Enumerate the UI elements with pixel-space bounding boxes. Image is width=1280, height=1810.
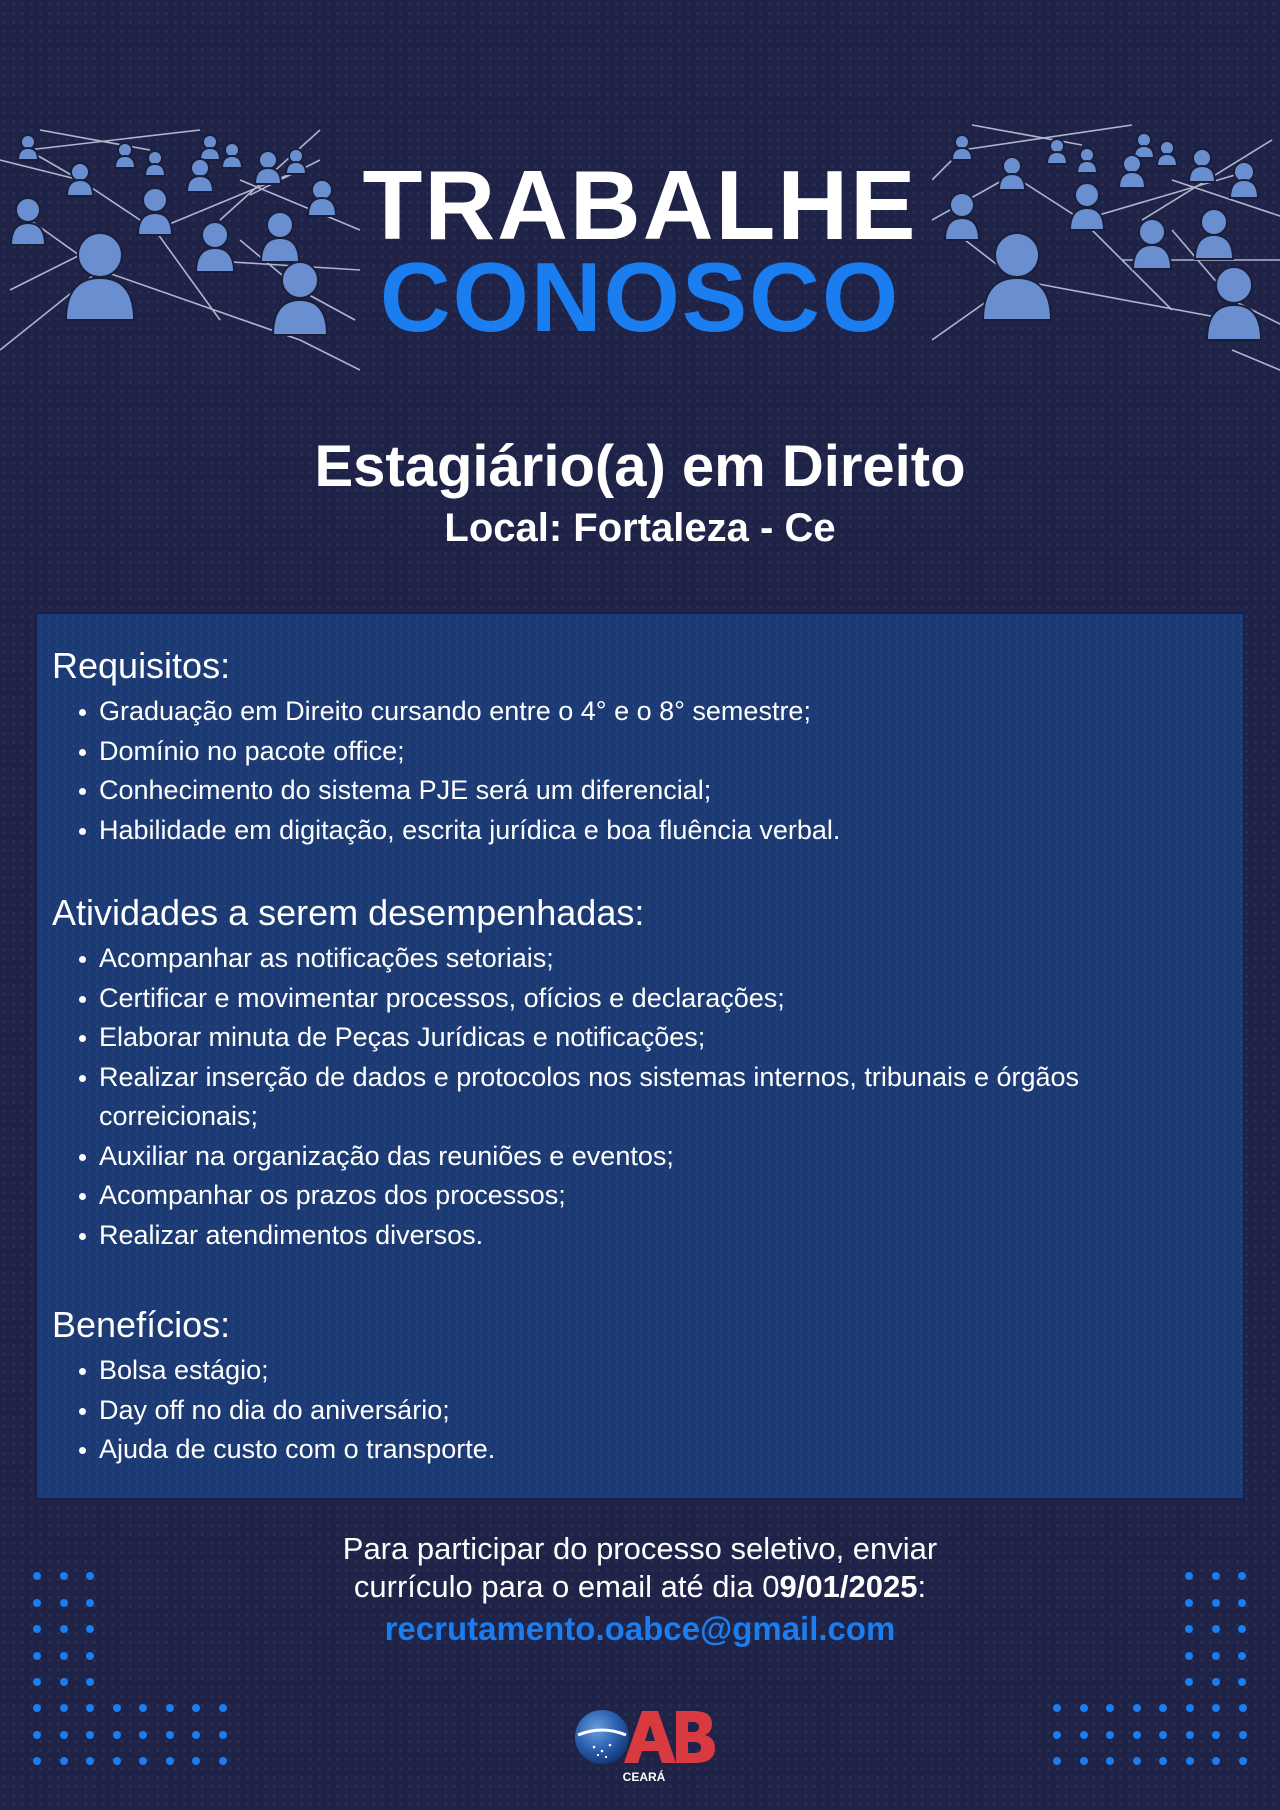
decorative-dot [1080,1757,1088,1765]
decorative-dot [1080,1731,1088,1739]
decorative-dot [1133,1757,1141,1765]
decorative-dot [33,1678,41,1686]
decorative-dot [166,1731,174,1739]
decorative-dot [139,1704,147,1712]
instructions-colon: : [917,1569,927,1604]
requirements-heading: Requisitos: [52,645,231,686]
list-item: Day off no dia do aniversário; [99,1391,1209,1431]
decorative-dot [33,1731,41,1739]
decorative-dot [1185,1599,1193,1607]
logo-region: CEARÁ [622,1770,666,1784]
list-item: Bolsa estágio; [99,1351,1209,1391]
contact-email-link[interactable]: recrutamento.oabce@gmail.com [384,1610,896,1647]
list-item: Graduação em Direito cursando entre o 4° e o 8° semestre; [99,692,1209,732]
decorative-dot [1212,1678,1220,1686]
headline-line-2: CONOSCO [379,242,901,352]
list-item: Elaborar minuta de Peças Jurídicas e notificações; [99,1018,1209,1058]
instructions-text: currículo para o email até dia 0 [353,1569,780,1604]
decorative-dot [1186,1731,1194,1739]
decorative-dot [86,1625,94,1633]
decorative-dot [1133,1731,1141,1739]
list-item: Realizar atendimentos diversos. [99,1216,1209,1256]
decorative-dot [1053,1757,1061,1765]
decorative-dot [1238,1678,1246,1686]
decorative-dot [60,1731,68,1739]
instructions-line-1: Para participar do processo seletivo, enviar [342,1531,938,1566]
decorative-dot [86,1572,94,1580]
decorative-dot [1080,1704,1088,1712]
list-item: Conhecimento do sistema PJE será um diferencial; [99,771,1209,811]
decorative-dot [1185,1678,1193,1686]
decorative-dot [1053,1731,1061,1739]
list-item: Auxiliar na organização das reuniões e eventos; [99,1137,1209,1177]
decorative-dot [113,1704,121,1712]
list-item: Acompanhar os prazos dos processos; [99,1176,1209,1216]
application-instructions [0,1530,1280,1606]
decorative-dot [192,1731,200,1739]
decorative-dot [219,1731,227,1739]
decorative-dot [1159,1731,1167,1739]
decorative-dot [60,1652,68,1660]
decorative-dot [60,1572,68,1580]
oab-logo [572,1705,717,1785]
decorative-dot [113,1731,121,1739]
decorative-dot [86,1731,94,1739]
list-item: Domínio no pacote office; [99,732,1209,772]
list-item: Certificar e movimentar processos, ofícios e declarações; [99,979,1209,1019]
decorative-dot [1239,1757,1247,1765]
decorative-dot [219,1757,227,1765]
decorative-dot [1106,1731,1114,1739]
decorative-dot [166,1704,174,1712]
job-title: Estagiário(a) em Direito [314,434,966,499]
decorative-dot [1106,1704,1114,1712]
decorative-dot [86,1652,94,1660]
decorative-dot [192,1704,200,1712]
decorative-dot [1239,1731,1247,1739]
instructions-line-2 [0,1568,1280,1606]
decorative-dot [60,1757,68,1765]
decorative-dot [86,1599,94,1607]
decorative-dot [33,1572,41,1580]
decorative-dot [1238,1625,1246,1633]
decorative-dot [1238,1572,1246,1580]
activities-list [99,939,1209,1255]
decorative-dot [1186,1704,1194,1712]
decorative-dot [60,1625,68,1633]
deadline-date: 9/01/2025 [779,1569,918,1604]
decorative-dot [1212,1704,1220,1712]
activities-heading: Atividades a serem desempenhadas: [52,892,645,933]
headline [0,150,1280,352]
decorative-dot [219,1704,227,1712]
decorative-dot [33,1704,41,1712]
decorative-dot [1186,1757,1194,1765]
decorative-dot [166,1757,174,1765]
decorative-dot [1212,1757,1220,1765]
benefits-heading: Benefícios: [52,1304,231,1345]
job-location: Local: Fortaleza - Ce [444,506,836,550]
decorative-dot [1185,1652,1193,1660]
list-item: Habilidade em digitação, escrita jurídica e boa fluência verbal. [99,811,1209,851]
decorative-dot [1212,1599,1220,1607]
decorative-dot [60,1678,68,1686]
decorative-dot [86,1678,94,1686]
decorative-dot [139,1757,147,1765]
list-item: Realizar inserção de dados e protocolos nos sistemas internos, tribunais e órgãos correicionais; [99,1058,1209,1137]
headline-line-1: TRABALHE [362,150,918,260]
decorative-dot [113,1757,121,1765]
decorative-dot [192,1757,200,1765]
decorative-dot [33,1599,41,1607]
decorative-dot [139,1731,147,1739]
decorative-dot [60,1599,68,1607]
decorative-dot [86,1757,94,1765]
decorative-dot [1212,1731,1220,1739]
decorative-dot [1212,1652,1220,1660]
decorative-dot [33,1625,41,1633]
list-item: Acompanhar as notificações setoriais; [99,939,1209,979]
benefits-list [99,1351,1209,1470]
decorative-dot [1185,1572,1193,1580]
decorative-dot [1133,1704,1141,1712]
decorative-dot [1212,1572,1220,1580]
decorative-dot [1238,1652,1246,1660]
job-details-panel [35,612,1245,1500]
decorative-dot [60,1704,68,1712]
decorative-dot [1238,1599,1246,1607]
decorative-dot [1239,1704,1247,1712]
decorative-dot [1106,1757,1114,1765]
decorative-dot [86,1704,94,1712]
decorative-dot [1185,1625,1193,1633]
globe-icon [575,1710,629,1764]
decorative-dot [33,1757,41,1765]
decorative-dot [1159,1704,1167,1712]
decorative-dot [1212,1625,1220,1633]
decorative-dot [33,1652,41,1660]
requirements-list [99,692,1209,850]
decorative-dot [1053,1704,1061,1712]
decorative-dot [1159,1757,1167,1765]
list-item: Ajuda de custo com o transporte. [99,1430,1209,1470]
